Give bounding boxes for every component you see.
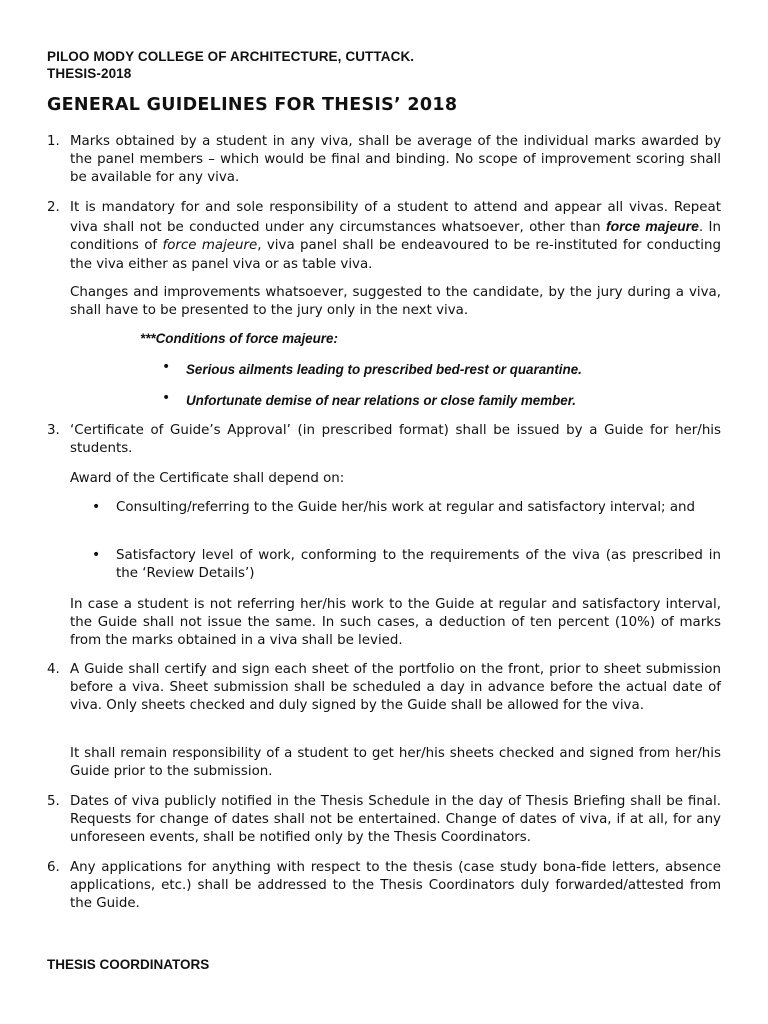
item-4-para2: It shall remain responsibility of a student to get her/his sheets checked and signed from her/his Guide prior to the submission. (70, 746, 721, 780)
bullet-icon: • (162, 359, 171, 375)
bullet-icon: • (162, 390, 171, 406)
item-3-para3: In case a student is not referring her/his work to the Guide at regular and satisfactory interval, the Guide shall not issue the same. In such cases, a deduction of ten percent (10%) of marks from the marks obtained in a viva shall be levied. (70, 597, 721, 649)
thesis-year: THESIS-2018 (47, 66, 132, 81)
conditions-heading: ***Conditions of force majeure: (140, 331, 338, 346)
page-title: GENERAL GUIDELINES FOR THESIS’ 2018 (47, 95, 458, 115)
bullet-icon: • (92, 499, 101, 515)
award-intro: Award of the Certificate shall depend on: (70, 471, 345, 486)
item-3-number: 3. (47, 423, 60, 438)
college-name: PILOO MODY COLLEGE OF ARCHITECTURE, CUTTACK. (47, 49, 415, 64)
item-5-number: 5. (47, 794, 60, 809)
condition-item: Unfortunate demise of near relations or close family member. (186, 393, 576, 408)
bullet-icon: • (92, 547, 101, 563)
item-6-text: Any applications for anything with respect to the thesis (case study bona-fide letters, absence applications, etc.) shall be addressed to the Thesis Coordinators duly forwarded/attested from the Guide. (70, 860, 721, 912)
item-2-para2: Changes and improvements whatsoever, suggested to the candidate, by the jury during a viva, shall have to be presented to the jury only in the next viva. (70, 285, 721, 319)
item-2-text: It is mandatory for and sole responsibility of a student to attend and appear all vivas. Repeat viva shall not be conducted under any circumstances whatsoever, other than force majeure. In conditions of force majeure, viva panel shall be endeavoured to be re-instituted for conducting the viva either as panel viva or as table viva. (70, 200, 722, 272)
item-5-text: Dates of viva publicly notified in the Thesis Schedule in the day of Thesis Briefing shall be final. Requests for change of dates shall not be entertained. Change of dates of viva, if at all, for any unforeseen events, shall be notified only by the Thesis Coordinators. (70, 794, 721, 846)
award-bullet: Consulting/referring to the Guide her/his work at regular and satisfactory interval; and (116, 500, 696, 515)
item-2-number: 2. (47, 200, 60, 215)
item-4-text: A Guide shall certify and sign each sheet of the portfolio on the front, prior to sheet submission before a viva. Sheet submission shall be scheduled a day in advance before the actual date of viva. Only sheets checked and duly signed by the Guide shall be allowed for the viva. (70, 662, 721, 714)
footer-signature-label: THESIS COORDINATORS (47, 957, 210, 972)
force-majeure-term-italic: force majeure (162, 238, 258, 254)
item-1-number: 1. (47, 134, 60, 149)
condition-item: Serious ailments leading to prescribed bed-rest or quarantine. (186, 362, 582, 377)
item-3-text: ‘Certificate of Guide’s Approval’ (in prescribed format) shall be issued by a Guide for her/his students. (70, 423, 721, 457)
item-1-text: Marks obtained by a student in any viva, shall be average of the individual marks awarded by the panel members – which would be final and binding. No scope of improvement scoring shall be available for any viva. (70, 134, 721, 186)
item-6-number: 6. (47, 860, 60, 875)
award-bullet: Satisfactory level of work, conforming to the requirements of the viva (as prescribed in the ‘Review Details’) (116, 548, 721, 582)
force-majeure-term: force majeure (605, 218, 699, 235)
item-4-number: 4. (47, 662, 60, 677)
